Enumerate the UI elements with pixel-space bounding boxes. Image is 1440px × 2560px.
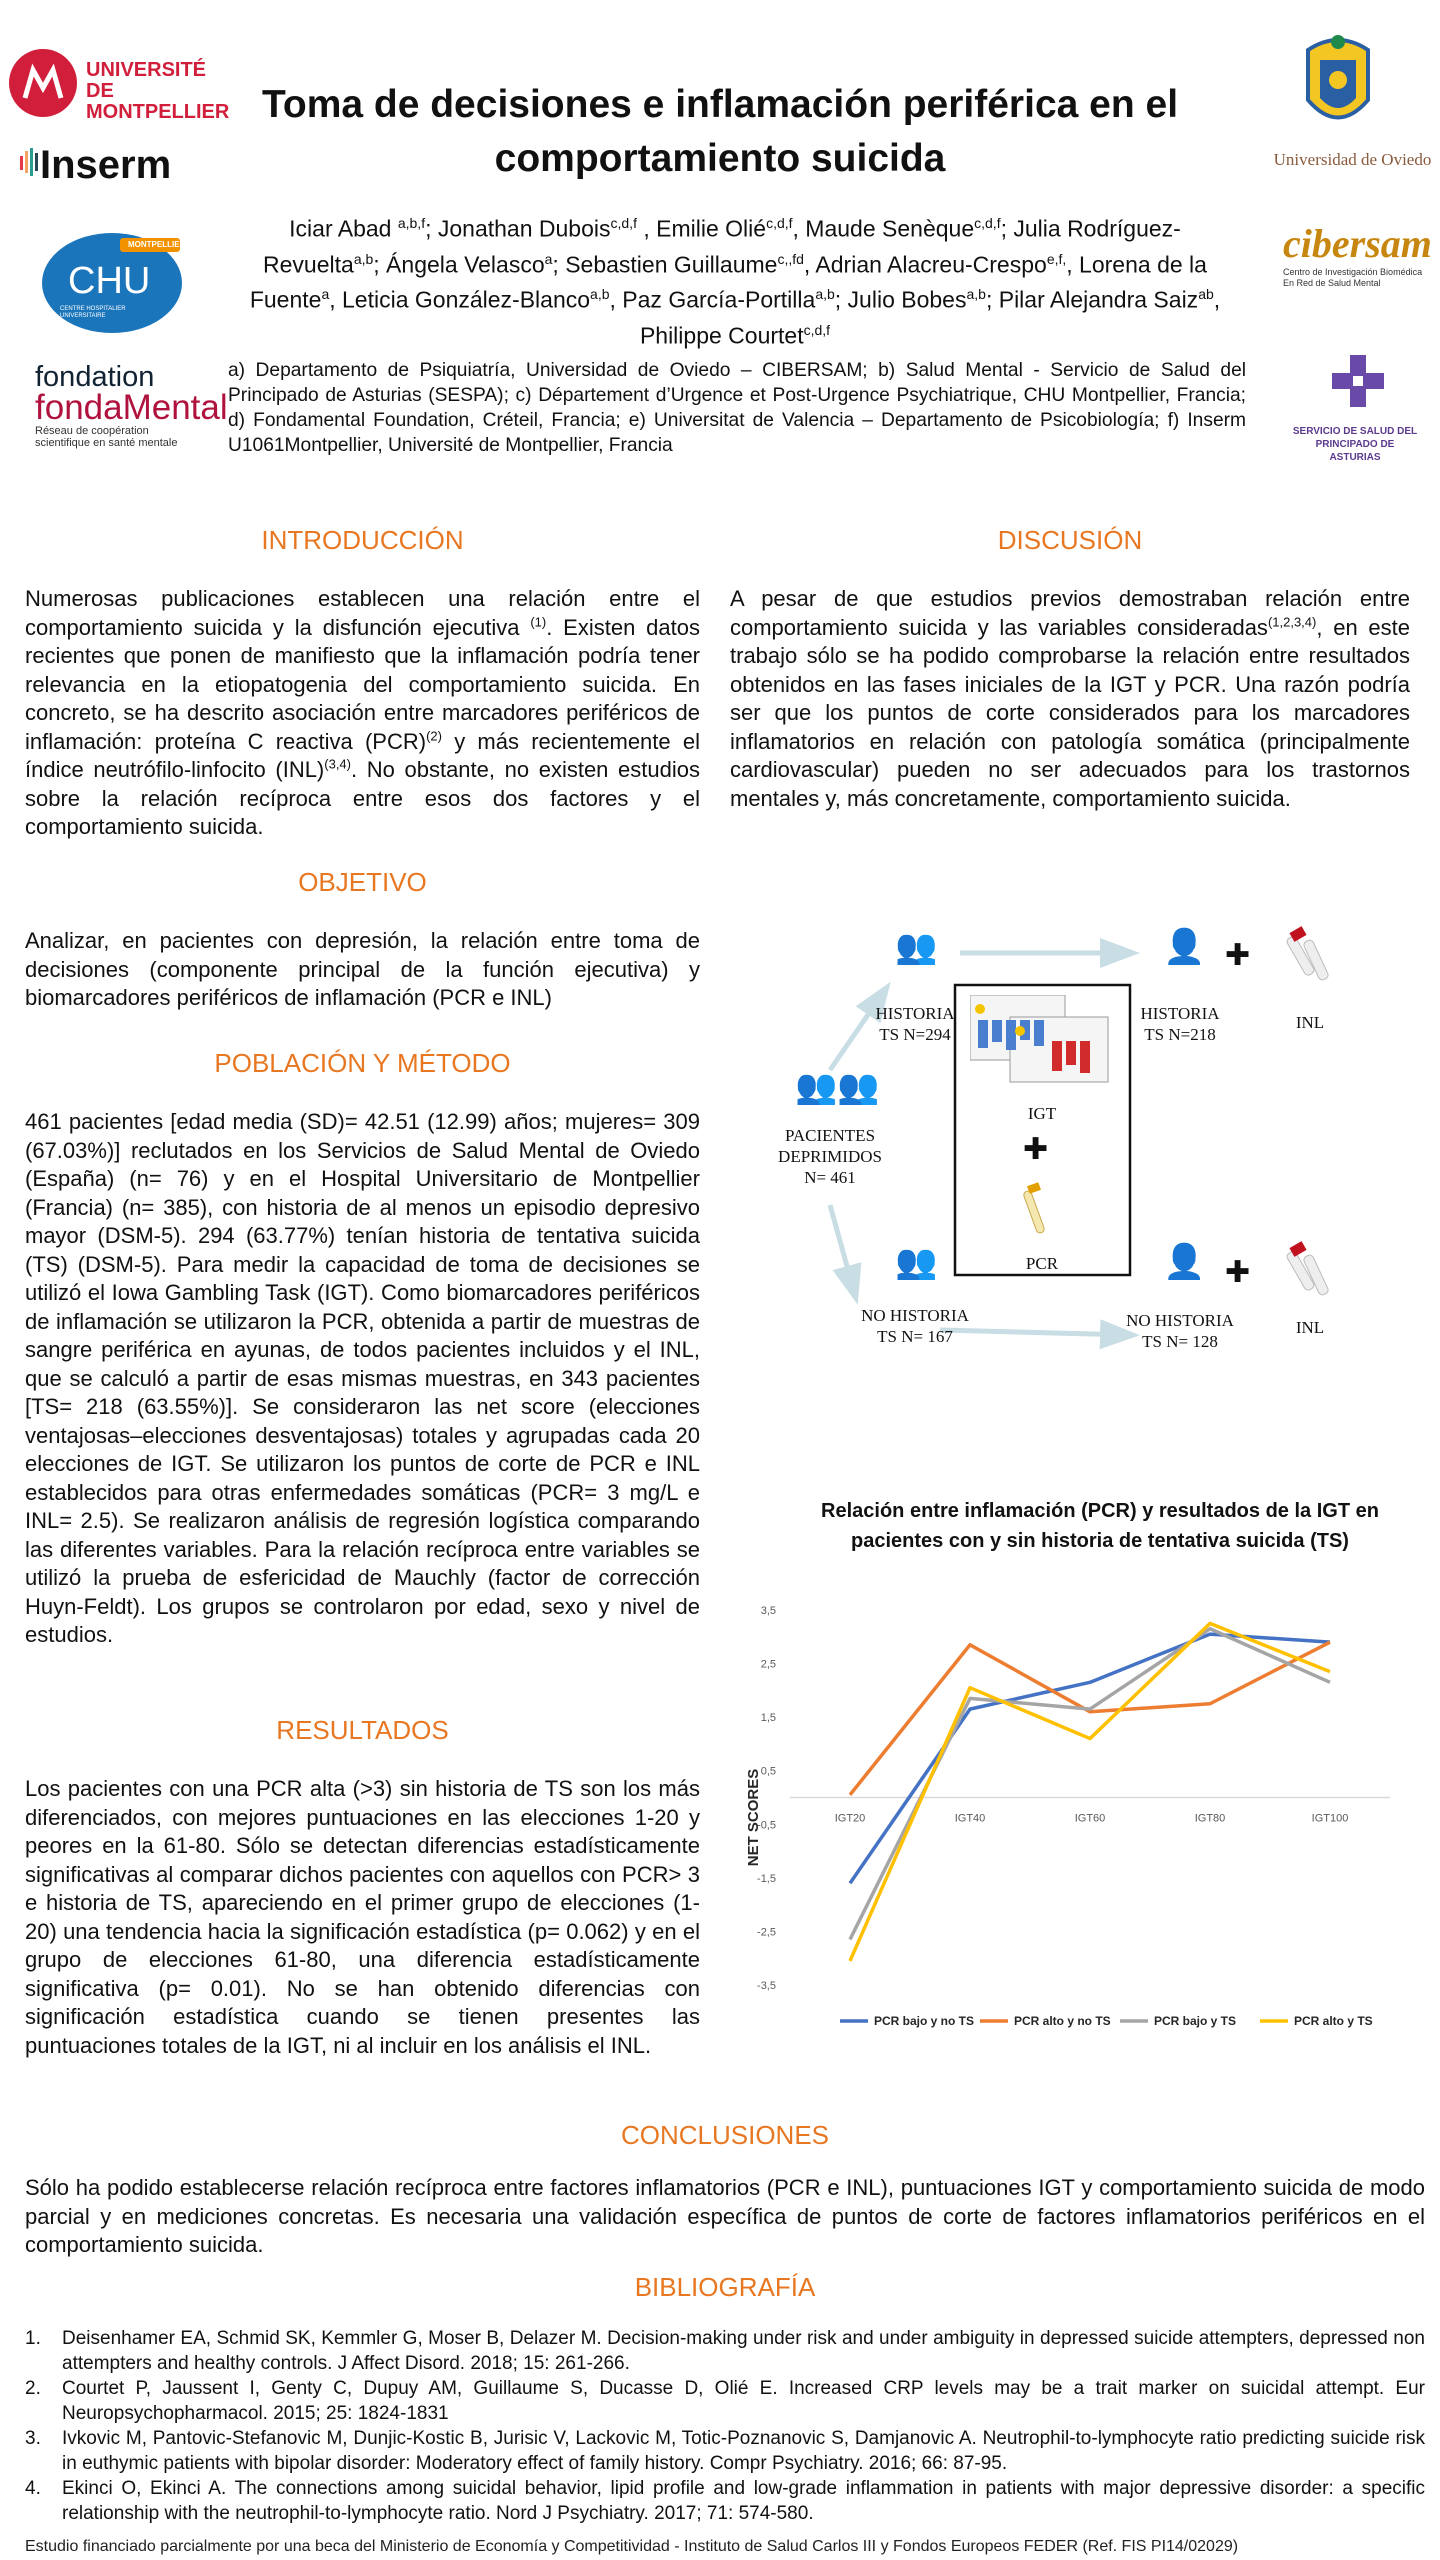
author-sup: a,b [966, 286, 986, 303]
y-tick-label: -0,5 [757, 1819, 776, 1832]
study-flow-diagram [780, 920, 1360, 1380]
plus-icon: ✚ [1023, 1133, 1049, 1166]
blood-tube-icon [1020, 1182, 1050, 1242]
cibersam-sub: Centro de Investigación Biomédica En Red de Salud Mental [1283, 267, 1423, 288]
series-line-1 [850, 1642, 1330, 1795]
intro-p2: . Existen datos recientes que ponen de manifiesto que la inflamación podría tener relevancia en la etiopatogenia del comportamiento suicida. En concreto, se ha descrito asociación entre marcadores periféricos de inflamación: proteína C reactiva (PCR) [25, 614, 700, 754]
discusion-p1: A pesar de que estudios previos demostraban relación entre comportamiento suicida y las variables consideradas [730, 586, 1410, 640]
historia-right-label [1125, 1003, 1235, 1045]
chart-title-l1: Relación entre inflamación (PCR) y resultados de la IGT en [821, 1500, 1379, 1522]
author-name: , Philippe Courtet [639, 286, 1221, 349]
x-tick-label: IGT80 [1194, 1812, 1226, 1825]
author-name: ; Ángela Velasco [373, 251, 545, 278]
blood-tube-icon [1285, 925, 1335, 990]
cibersam-logo [1283, 220, 1433, 289]
bib-text: Courtet P, Jaussent I, Genty C, Dupuy AM, Guillaume S, Ducasse D, Olié E. Increased CRP levels may be a trait marker on suicidal attempt. Eur Neuropsychopharmacol. 2015; 25: 1824-1831 [62, 2378, 1425, 2424]
intro-p3: y más recientemente el índice neutrófilo-linfocito (INL) [25, 728, 700, 782]
objetivo-text: Analizar, en pacientes con depresión, la relación entre toma de decisiones (componente principal de la función ejecutiva) y biomarcadores periféricos de inflamación (PCR e INL) [25, 928, 700, 1010]
bibliography-list [25, 2326, 1425, 2526]
pacientes-l1: PACIENTES [784, 1126, 876, 1145]
universite-montpellier-logo [8, 48, 230, 123]
author-sup: c,d,f [974, 215, 1001, 231]
author-sup: c,d,f [610, 215, 637, 231]
resultados-heading: RESULTADOS [276, 1715, 449, 1745]
chart-title [790, 1496, 1410, 1556]
author-name: , Maude Senèque [792, 215, 975, 242]
pacientes-l3: N= 461 [804, 1168, 856, 1187]
chu-label: CHU [68, 260, 151, 302]
intro-ref2: (2) [426, 728, 442, 744]
bib-num: 2. [25, 2378, 41, 2399]
montpellier-logo-line1: UNIVERSITÉ [86, 59, 207, 81]
author-sup: a,b [815, 286, 835, 303]
bib-text: Deisenhamer EA, Schmid SK, Kemmler G, Moser B, Delazer M. Decision-making under risk and under ambiguity in depressed suicide attempters, depressed non attempters and healthy controls. J Affect Disord. 2018; 15: 261-266. [62, 2328, 1425, 2374]
objetivo-heading: OBJETIVO [298, 867, 427, 897]
y-tick-label: -3,5 [757, 1980, 776, 1992]
author-sup: a,b [590, 286, 610, 303]
discusion-p2: , en este trabajo sólo se ha podido comprobarse la relación entre resultados obtenidos en las fases iniciales de la IGT y PCR. Una razón podría ser que los puntos de corte considerados para los marcadores inflamatorios en relación con patología somática (principalmente cardiovascular) pueden no ser adecuados para los trastornos mentales y, más concretamente, comportamiento suicida. [730, 614, 1410, 811]
salud-asturias-cross-icon [1332, 355, 1384, 412]
author-sup: ab [1198, 286, 1214, 303]
author-name: , Paz García-Portilla [609, 286, 816, 313]
group-persons-icon: 👥👥 [795, 1068, 880, 1106]
chart-title-l2: pacientes con y sin historia de tentativa suicida (TS) [851, 1530, 1349, 1552]
pacientes-label [770, 1125, 890, 1188]
discusion-refs: (1,2,3,4) [1267, 614, 1317, 630]
series-line-2 [850, 1629, 1330, 1940]
person-icon: 👤 [1163, 1243, 1206, 1281]
author-sup: a,b [353, 250, 374, 267]
author-sup: a [544, 250, 553, 267]
igt-line-chart [730, 1585, 1410, 2045]
historia-left-l2: TS N=294 [879, 1025, 951, 1044]
plus-outline-icon: ✚ [1225, 939, 1251, 972]
poster-title [220, 78, 1220, 186]
fondamental-logo [35, 363, 228, 449]
author-name: , Adrian Alacreu-Crespo [803, 251, 1047, 278]
chu-sub-label: CENTRE HOSPITALIER UNIVERSITAIRE [60, 306, 126, 319]
conclusiones-text: Sólo ha podido establecerse relación recíproca entre factores inflamatorios (PCR e INL), puntuaciones IGT y comportamiento suicida de modo parcial y en mediciones concretas. Es necesaria una validación específica de puntos de corte de factores inflamatorios periféricos en el comportamiento suicida. [25, 2175, 1425, 2257]
bibliografia-heading: BIBLIOGRAFÍA [634, 2272, 816, 2302]
author-list [235, 208, 1235, 351]
y-tick-label: 2,5 [760, 1658, 776, 1671]
pacientes-l2: DEPRIMIDOS [778, 1147, 882, 1166]
nohistoria-right-l2: TS N= 128 [1142, 1332, 1218, 1351]
nohistoria-right-label [1120, 1310, 1240, 1352]
author-name: , Emilie Olié [636, 215, 767, 242]
title-line1: Toma de decisiones e inflamación periférica en el [261, 83, 1179, 126]
author-sup: e,f, [1046, 250, 1067, 267]
metodo-text: 461 pacientes [edad media (SD)= 42.51 (12.99) años; mujeres= 309 (67.03%)] reclutados en los Servicios de Salud Mental de Oviedo (España) (n= 76) y en el Hospital Universitario de Montpellier (Francia) (n= 385), con historia de al menos un episodio depresivo mayor (DSM-5). 294 (63.77%) tenían historia de tentativa suicida (TS) (DSM-5). Para medir la capacidad de toma de decisiones se utilizó el Iowa Gambling Task (IGT). Como biomarcadores periféricos de inflamación se utilizaron la PCR, obtenida a partir de muestras de sangre periférica en ayunas, de todos pacientes incluidos y el INL, que se calculó a partir de esas mismas muestras, en 343 pacientes [TS= 218 (63.55%)]. Se consideraron las net score (elecciones ventajosas–elecciones desventajosas) totales y agrupadas cada 20 elecciones de IGT. Se utilizaron los puntos de corte de PCR e INL establecidos para otras enfermedades somáticas (PCR= 3 mg/L e INL= 2.5). Se realizaron análisis de regresión logística comparando las diferentes variables. Para la relación recíproca entre variables se utilizó la prueba de esfericidad de Mauchly (factor de corrección Huyn-Feldt). Los grupos se controlaron por edad, sexo y nivel de estudios. [25, 1109, 700, 1647]
fonda-line2: fondaMental [35, 388, 228, 427]
metodo-heading: POBLACIÓN Y MÉTODO [214, 1048, 511, 1078]
salud-asturias-text: SERVICIO DE SALUD DEL PRINCIPADO DE ASTURIAS [1292, 426, 1418, 463]
y-tick-label: 3,5 [760, 1605, 776, 1617]
intro-p4: . No obstante, no existen estudios sobre la relación recíproca entre esos dos factores y el comportamiento suicida. [25, 757, 700, 839]
author-sup: c,,fd [777, 250, 804, 267]
x-tick-label: IGT100 [1311, 1812, 1349, 1825]
y-tick-label: -1,5 [757, 1872, 776, 1885]
fonda-line3: Réseau de coopération scientifique en santé mentale [35, 425, 178, 449]
nohistoria-left-label [855, 1305, 975, 1347]
bib-item [25, 2426, 1425, 2476]
historia-right-l1: HISTORIA [1140, 1004, 1220, 1023]
montpellier-emblem-icon [8, 48, 78, 118]
author-name: Iciar Abad [289, 215, 398, 242]
inl-top-label: INL [1295, 1013, 1325, 1032]
funding-footer: Estudio financiado parcialmente por una beca del Ministerio de Economía y Competitividad - Instituto de Salud Carlos III y Fondos Europeos FEDER (Ref. FIS PI14/02029) [25, 2538, 1239, 2555]
two-persons-icon: 👥 [895, 928, 938, 966]
author-name: ; Julia Rodríguez-Revuelta [263, 215, 1181, 278]
y-tick-label: 0,5 [760, 1765, 776, 1778]
plus-outline-icon: ✚ [1225, 1256, 1251, 1289]
bib-item [25, 2326, 1425, 2376]
author-sup: a [321, 286, 330, 303]
oviedo-crest-icon [1298, 30, 1378, 145]
author-name: ; Jonathan Dubois [425, 215, 611, 242]
intro-ref1: (1) [530, 614, 547, 630]
fonda-line1: fondation [35, 361, 155, 393]
author-name: ; Julio Bobes [834, 286, 967, 313]
y-axis-label: NET SCORES [745, 1768, 762, 1867]
author-sup: a,b,f [397, 215, 426, 231]
discusion-heading: DISCUSIÓN [997, 525, 1143, 555]
bib-item [25, 2476, 1425, 2526]
oviedo-logo-text: Universidad de Oviedo [1273, 150, 1432, 169]
bib-num: 3. [25, 2428, 41, 2449]
author-name: , Leticia González-Blanco [329, 286, 591, 313]
intro-heading: INTRODUCCIÓN [261, 525, 464, 555]
bib-num: 1. [25, 2328, 41, 2349]
author-name: ; Sebastien Guillaume [552, 251, 778, 278]
author-sup: c,d,f [803, 321, 831, 338]
author-sup: c,d,f [766, 215, 793, 231]
legend-label: PCR bajo y TS [1154, 2014, 1237, 2028]
x-tick-label: IGT40 [954, 1812, 986, 1825]
bib-text: Ekinci O, Ekinci A. The connections among suicidal behavior, lipid profile and low-grade inflammation in patients with major depressive disorder: a specific relationship with the neutrophil-to-lymphocyte ratio. Nord J Psychiatry. 2017; 71: 574-580. [62, 2478, 1425, 2524]
chu-logo [40, 228, 185, 338]
intro-ref3: (3,4) [324, 756, 351, 772]
bib-item [25, 2376, 1425, 2426]
nohistoria-right-l1: NO HISTORIA [1126, 1311, 1234, 1330]
conclusiones-heading: CONCLUSIONES [620, 2120, 830, 2150]
igt-task-thumbnail [970, 995, 1110, 1085]
historia-left-label [865, 1003, 965, 1045]
intro-p1: Numerosas publicaciones establecen una relación entre el comportamiento suicida y la disfunción ejecutiva [25, 586, 700, 640]
chu-top-label: MONTPELLIER [128, 240, 186, 249]
inserm-mark-icon [20, 148, 42, 183]
igt-label: IGT [1027, 1104, 1057, 1123]
resultados-text: Los pacientes con una PCR alta (>3) sin historia de TS son los más diferenciados, con mejores puntuaciones en las elecciones 1-20 y peores en la 61-80. Sólo se detectan diferencias estadísticamente significativas al comparar dichos pacientes con aquellos con PCR> 3 e historia de TS, apareciendo en el primer grupo de elecciones (1-20) una tendencia hacia la significación estadística (p= 0.062) y en el grupo de elecciones 61-80, una diferencia estadísticamente significativa (p= 0.01). No se han obtenido diferencias con significación estadística cuando se tienen presentes las puntuaciones totales de la IGT, ni al incluir en los análisis el INL. [25, 1776, 700, 2058]
x-tick-label: IGT60 [1074, 1812, 1106, 1825]
legend-label: PCR bajo y no TS [874, 2014, 975, 2028]
discusion-text [730, 585, 1410, 813]
intro-text [25, 585, 700, 842]
legend-label: PCR alto y no TS [1014, 2014, 1111, 2028]
bib-text: Ivkovic M, Pantovic-Stefanovic M, Dunjic-Kostic B, Jurisic V, Lackovic M, Totic-Poznanovic S, Damjanovic A. Neutrophil-to-lymphocyte ratio predicting suicide risk in euthymic patients with bipolar disorder: Moderatory effect of family history. Compr Psychiatry. 2016; 66: 87-95. [62, 2428, 1425, 2474]
pcr-label: PCR [1025, 1254, 1059, 1273]
bib-num: 4. [25, 2478, 41, 2499]
two-persons-icon: 👥 [895, 1243, 938, 1281]
historia-right-l2: TS N=218 [1144, 1025, 1216, 1044]
author-name: , Lorena de la Fuente [249, 251, 1207, 313]
historia-left-l1: HISTORIA [875, 1004, 955, 1023]
legend-label: PCR alto y TS [1294, 2014, 1373, 2028]
montpellier-logo-line2: DE MONTPELLIER [86, 80, 230, 123]
inl-bottom-label: INL [1295, 1318, 1325, 1337]
y-tick-label: -2,5 [757, 1926, 776, 1939]
author-name: ; Pilar Alejandra Saiz [985, 286, 1199, 313]
title-line2: comportamiento suicida [494, 137, 946, 180]
x-tick-label: IGT20 [834, 1812, 866, 1825]
y-tick-label: 1,5 [760, 1712, 776, 1725]
nohistoria-left-l1: NO HISTORIA [861, 1306, 969, 1325]
inserm-logo: Inserm [40, 143, 172, 187]
series-line-0 [850, 1634, 1330, 1883]
cibersam-name: cibersam [1283, 221, 1432, 266]
affiliations: a) Departamento de Psiquiatría, Universidad de Oviedo – CIBERSAM; b) Salud Mental - Servicio de Salud del Principado de Asturias (SESPA); c) Département d’Urgence et Post-Urgence Psychiatrique, CHU Montpellier, Francia; d) Fondamental Foundation, Créteil, Francia; e) Universitat de Valencia – Departamento de Psicobiología; f) Inserm U1061Montpellier, Université de Montpellier, Francia [228, 360, 1246, 456]
blood-tube-icon [1285, 1240, 1335, 1305]
person-icon: 👤 [1163, 928, 1206, 966]
nohistoria-left-l2: TS N= 167 [877, 1327, 953, 1346]
